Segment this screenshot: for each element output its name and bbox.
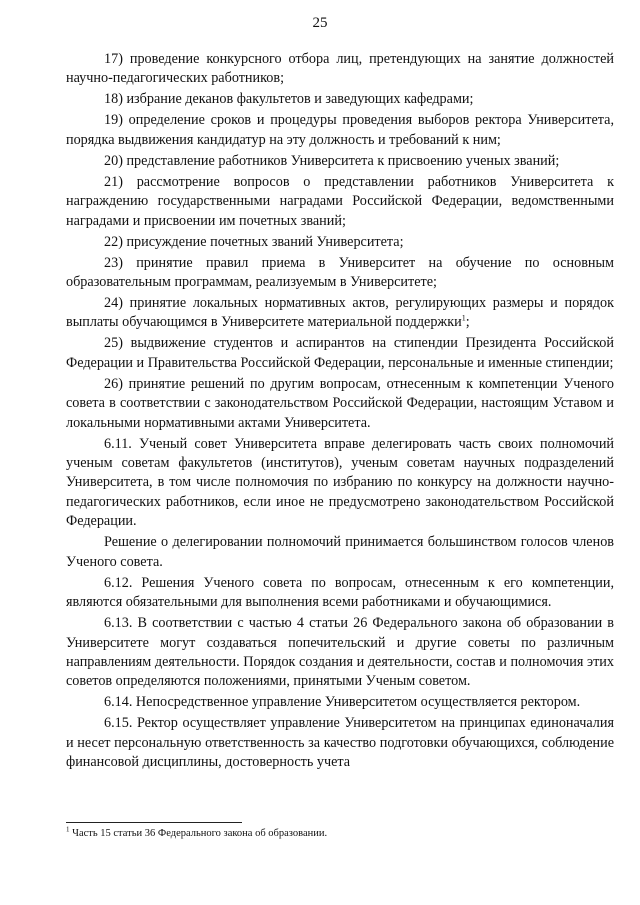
paragraph-item-22: 22) присуждение почетных званий Университета; — [104, 233, 404, 250]
document-body — [66, 50, 614, 773]
footnote — [66, 827, 614, 840]
paragraph-item-23: 23) принятие правил приема в Университет на обучение по основным образовательным программам, реализуемым в Университете; — [66, 254, 614, 291]
footnote-divider — [66, 822, 242, 823]
paragraph-item-20: 20) представление работников Университета к присвоению ученых званий; — [104, 152, 560, 169]
paragraph-item-17: 17) проведение конкурсного отбора лиц, претендующих на занятие должностей научно-педагогических работников; — [66, 51, 614, 87]
paragraph-clause-6-11: 6.11. Ученый совет Университета вправе делегировать часть своих полномочий ученым советам факультетов (институтов), ученым советам научных подразделений Университета, в том числе полномочия по избранию по конкурсу на должности научно-педагогических работников, если иное не предусмотрено законодательством Российской Федерации. — [66, 435, 614, 530]
footnote-text: Часть 15 статьи 36 Федерального закона об образовании. — [72, 828, 328, 839]
paragraph-item-19: 19) определение сроков и процедуры проведения выборов ректора Университета, порядка выдвижения кандидатур на эту должность и требований к ним; — [66, 112, 614, 148]
page-number: 25 — [312, 15, 328, 31]
paragraph-clause-6-14: 6.14. Непосредственное управление Университетом осуществляется ректором. — [104, 694, 581, 711]
paragraph-item-18: 18) избрание деканов факультетов и заведующих кафедрами; — [104, 91, 474, 108]
paragraph-delegation-decision: Решение о делегировании полномочий принимается большинством голосов членов Ученого совета. — [66, 534, 614, 570]
paragraph-clause-6-15: 6.15. Ректор осуществляет управление Университетом на принципах единоначалия и несет персональную ответственность за качество подготовки обучающихся, соблюдение финансовой дисциплины, достоверность учета — [66, 715, 614, 771]
paragraph-item-24-text: 24) принятие локальных нормативных актов, регулирующих размеры и порядок выплаты обучающимся в Университете материальной поддержки — [66, 295, 614, 331]
paragraph-clause-6-12: 6.12. Решения Ученого совета по вопросам, отнесенным к его компетенции, являются обязательными для выполнения всеми работниками и обучающимися. — [66, 574, 614, 611]
footnote-reference: 1 — [461, 313, 466, 323]
paragraph-item-25: 25) выдвижение студентов и аспирантов на стипендии Президента Российской Федерации и Правительства Российской Федерации, персональные и именные стипендии; — [66, 335, 614, 371]
paragraph-item-26: 26) принятие решений по другим вопросам, отнесенным к компетенции Ученого совета в соответствии с законодательством Российской Федерации, настоящим Уставом и локальными нормативными актами Университета. — [66, 375, 614, 431]
paragraph-item-21: 21) рассмотрение вопросов о представлении работников Университета к награждению государственными наградами Российской Федерации, ведомственными наградами и присвоении им почетных званий; — [66, 173, 614, 229]
paragraph-item-24 — [66, 294, 614, 333]
paragraph-item-24-suffix: ; — [465, 314, 470, 331]
paragraph-clause-6-13: 6.13. В соответствии с частью 4 статьи 26 Федерального закона об образовании в Университете могут создаваться попечительский и другие советы по различным направлениям деятельности. Порядок создания и деятельности, состав и полномочия этих советов определяются положениями, принятыми Ученым советом. — [66, 615, 614, 690]
footnote-marker: 1 — [66, 825, 70, 834]
